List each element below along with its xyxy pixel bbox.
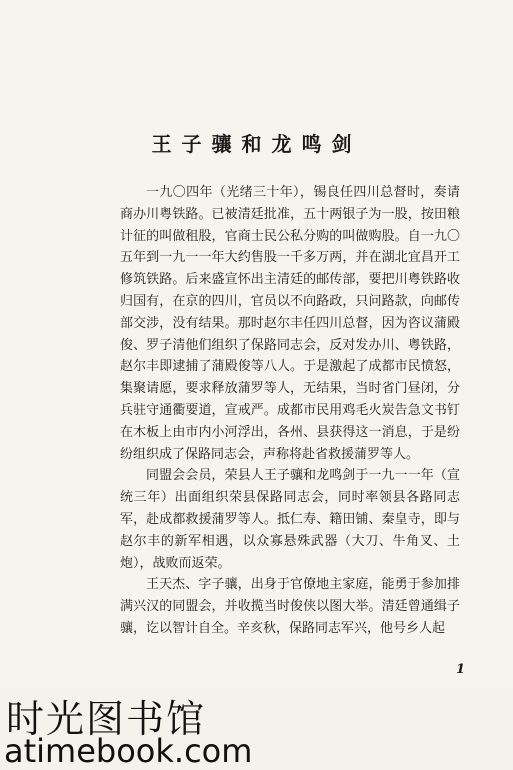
chapter-title: 王子骧和龙鸣剑 bbox=[151, 132, 362, 156]
paragraph: 同盟会会员，荣县人王子骧和龙鸣剑于一九一一年（宣统三年）出面组织荣县保路同志会，同时率领县各路同志军，赴成都救援蒲罗等人。抵仁寿、籍田铺、秦皇寺，即与赵尔丰的新军相遇，以众寡悬殊武器（大刀、牛角叉、土炮），战败而返荣。 bbox=[120, 468, 460, 571]
watermark-url: atimebook.com bbox=[4, 732, 253, 770]
paragraph: 一九〇四年（光绪三十年），锡良任四川总督时，奏请商办川粤铁路。已被清廷批准，五十两银子为一股，按田粮计征的叫做租股，官商士民公私分购的叫做购股。自一九〇五年到一九一一年大约售股一千多万两，并在湖北宜昌开工修筑铁路。后来盛宣怀出主清廷的邮传部，要把川粤铁路收归国有，在京的四川，官员以不向路政，只问路款，向邮传部交涉，没有结果。那时赵尔丰任四川总督，因为咨议蒲殿俊、罗子清他们组织了保路同志会，反对发办川、粤铁路，赵尔丰即逮捕了蒲殿俊等八人。于是激起了成都市民愤怒，集聚请愿，要求释放蒲罗等人，无结果，当时省门昼闭，分兵驻守通衢要道，宣戒严。成都市民用鸡毛火炭告急文书钉在木板上由市内小河浮出，各州、县获得这一消息，于是纷纷组织成了保路同志会，声称将赴省救援蒲罗等人。 bbox=[120, 185, 460, 462]
body-text bbox=[120, 182, 460, 640]
watermark-title: 时光图书馆 bbox=[6, 697, 207, 741]
page-number: 1 bbox=[456, 662, 466, 677]
paragraph: 王天杰、字子骧，出身于官僚地主家庭，能勇于参加排满兴汉的同盟会，并收揽当时俊侠以图大举。清廷曾通缉子骧，讫以智计自全。辛亥秋，保路同志军兴，他号乡人起 bbox=[120, 577, 460, 636]
